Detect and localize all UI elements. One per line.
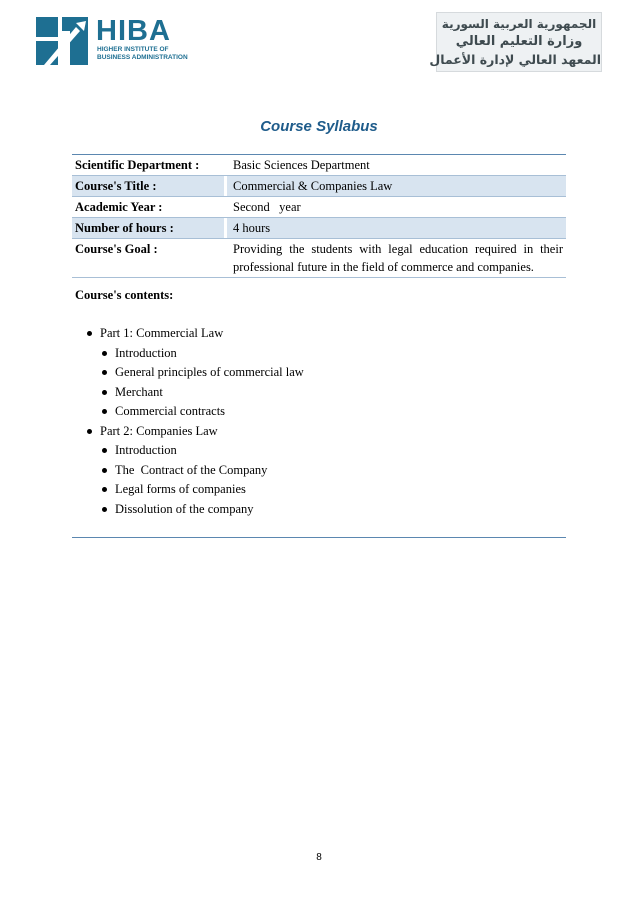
bullet-icon	[102, 507, 107, 512]
logo-wordmark: HIBA	[96, 15, 171, 47]
info-row-goal	[72, 239, 566, 278]
department-label: Scientific Department :	[75, 158, 200, 172]
contents-label: Course's contents:	[75, 288, 174, 302]
course-info-table	[72, 154, 566, 278]
ministry-line-2: وزارة التعليم العالي	[455, 34, 583, 49]
academic-year-value: Second year	[233, 200, 301, 214]
hours-label: Number of hours :	[72, 218, 224, 239]
bullet-icon	[102, 448, 107, 453]
bullet-icon	[102, 351, 107, 356]
page-title: Course Syllabus	[260, 118, 378, 135]
bullet-icon	[87, 331, 92, 336]
ministry-line-1: الجمهورية العربية السورية	[441, 17, 597, 31]
academic-year-label: Academic Year :	[75, 200, 163, 214]
bottom-divider	[72, 537, 566, 538]
logo-subtitle-line-1: HIGHER INSTITUTE OF	[97, 46, 169, 53]
bullet-icon	[102, 487, 107, 492]
logo-subtitle	[97, 46, 207, 62]
document-page: HIBA HIGHER INSTITUTE OF BUSINESS ADMINISTRATION الجمهورية العربية السورية وزارة التعليم العالي المعهد العالي لإدارة الأعمال Course Syllabus Scientific Department : Basic Sciences Department Course's Title : Commercial & Companies Law Academic Year : Second year Number of hours : 4 hours Course's Goal : Providing the students with legal education required in their professional future in the field of commerce and companies. Course's contents: Part 1: Commercial Law Introduction General principles of commercial law Merchant Commercial contracts Part 2: Companies Law Introduction The Contract of the Company Legal forms of companies Dissolution of the company 8	[0, 0, 638, 903]
info-row-course-title	[72, 176, 566, 197]
department-value: Basic Sciences Department	[233, 158, 370, 172]
info-row-academic-year	[72, 197, 566, 218]
bullet-icon	[102, 409, 107, 414]
bullet-icon	[102, 468, 107, 473]
page-number: 8	[316, 852, 322, 863]
goal-value: Providing the students with legal education required in their professional future in the field of commerce and companies.	[233, 242, 563, 274]
bullet-icon	[87, 429, 92, 434]
bullet-icon	[102, 370, 107, 375]
hiba-logo	[36, 15, 206, 67]
logo-subtitle-line-2: BUSINESS ADMINISTRATION	[97, 54, 188, 61]
goal-label: Course's Goal :	[75, 242, 158, 256]
info-row-department	[72, 155, 566, 176]
info-row-hours	[72, 218, 566, 239]
course-title-label: Course's Title :	[72, 176, 224, 197]
bullet-icon	[102, 390, 107, 395]
ministry-line-3: المعهد العالي لإدارة الأعمال	[429, 52, 601, 67]
hiba-logo-mark-icon	[36, 17, 88, 65]
hours-value: 4 hours	[227, 218, 566, 239]
course-title-value: Commercial & Companies Law	[227, 176, 566, 197]
ministry-header	[429, 12, 602, 72]
